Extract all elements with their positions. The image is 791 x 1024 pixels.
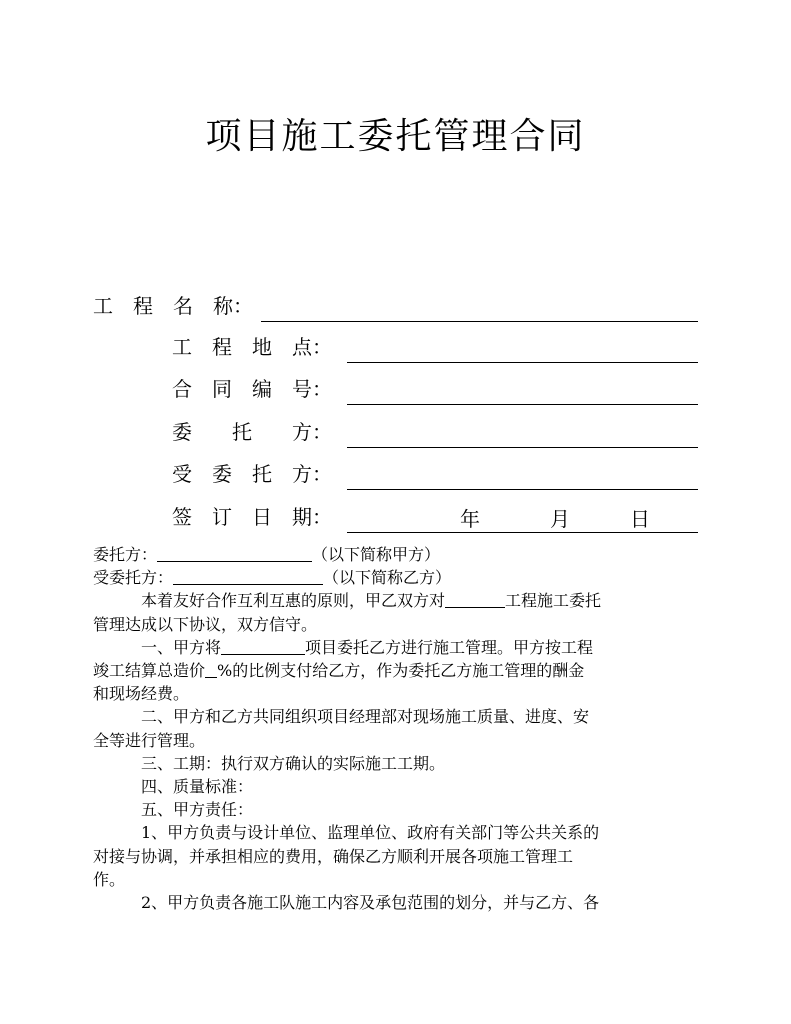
contract-number-field[interactable] (172, 375, 698, 405)
article-5-1-line-1: 1、甲方负责与设计单位、监理单位、政府有关部门等公共关系的 (141, 823, 600, 843)
contract-number-label: 合 同 编 号： (172, 377, 332, 401)
article-1-line-3: 和现场经费。 (93, 684, 190, 704)
article-4: 四、质量标准： (141, 777, 254, 797)
project-name-blank[interactable] (261, 321, 698, 322)
article-5: 五、甲方责任： (141, 800, 254, 820)
project-name-label: 工 程 名 称： (93, 294, 253, 318)
article-5-2-line-1: 2、甲方负责各施工队施工内容及承包范围的划分，并与乙方、各 (141, 893, 600, 913)
date-month-label: 月 (550, 507, 570, 531)
client-name-blank[interactable] (157, 545, 312, 562)
article-5-1-line-2: 对接与协调，并承担相应的费用，确保乙方顺利开展各项施工管理工 (93, 846, 574, 866)
intro-project-blank[interactable] (445, 591, 505, 608)
intro-line-1: 本着友好合作互利互惠的原则，甲乙双方对 工程施工委托 (141, 591, 602, 611)
project-name-field[interactable] (93, 292, 698, 322)
project-location-field[interactable] (172, 333, 698, 363)
project-location-label: 工 程 地 点： (172, 335, 332, 359)
article-1-line-2: 竣工结算总造价 %的比例支付给乙方，作为委托乙方施工管理的酬金 (93, 661, 585, 681)
sign-date-label: 签 订 日 期： (172, 505, 332, 529)
sign-date-blank[interactable] (347, 532, 698, 533)
article-2-line-2: 全等进行管理。 (93, 730, 206, 750)
intro-line-2: 管理达成以下协议，双方信守。 (93, 614, 318, 634)
project-location-blank[interactable] (347, 362, 698, 363)
client-label: 委 托 方： (172, 420, 332, 444)
agent-line: 受委托方： （以下简称乙方） (93, 568, 452, 588)
sign-date-field[interactable] (172, 503, 698, 533)
date-year-label: 年 (460, 507, 480, 531)
article-3: 三、工期：执行双方确认的实际施工工期。 (141, 753, 446, 773)
contract-number-blank[interactable] (347, 404, 698, 405)
article-5-1-line-3: 作。 (93, 869, 126, 889)
contract-body (93, 543, 703, 914)
article-1-project-blank[interactable] (221, 638, 305, 655)
client-line: 委托方： （以下简称甲方） (93, 545, 441, 564)
date-day-label: 日 (630, 507, 650, 531)
agent-label: 受 委 托 方： (172, 462, 332, 486)
agent-name-blank[interactable] (173, 568, 323, 585)
agent-blank[interactable] (347, 489, 698, 490)
agent-field[interactable] (172, 460, 698, 490)
client-blank[interactable] (347, 447, 698, 448)
document-title: 项目施工委托管理合同 (205, 116, 586, 157)
article-1-line-1: 一、甲方将 项目委托乙方进行施工管理。甲方按工程 (141, 637, 594, 657)
article-1-percent-blank[interactable] (205, 661, 217, 678)
client-field[interactable] (172, 418, 698, 448)
article-2-line-1: 二、甲方和乙方共同组织项目经理部对现场施工质量、进度、安 (141, 707, 590, 727)
